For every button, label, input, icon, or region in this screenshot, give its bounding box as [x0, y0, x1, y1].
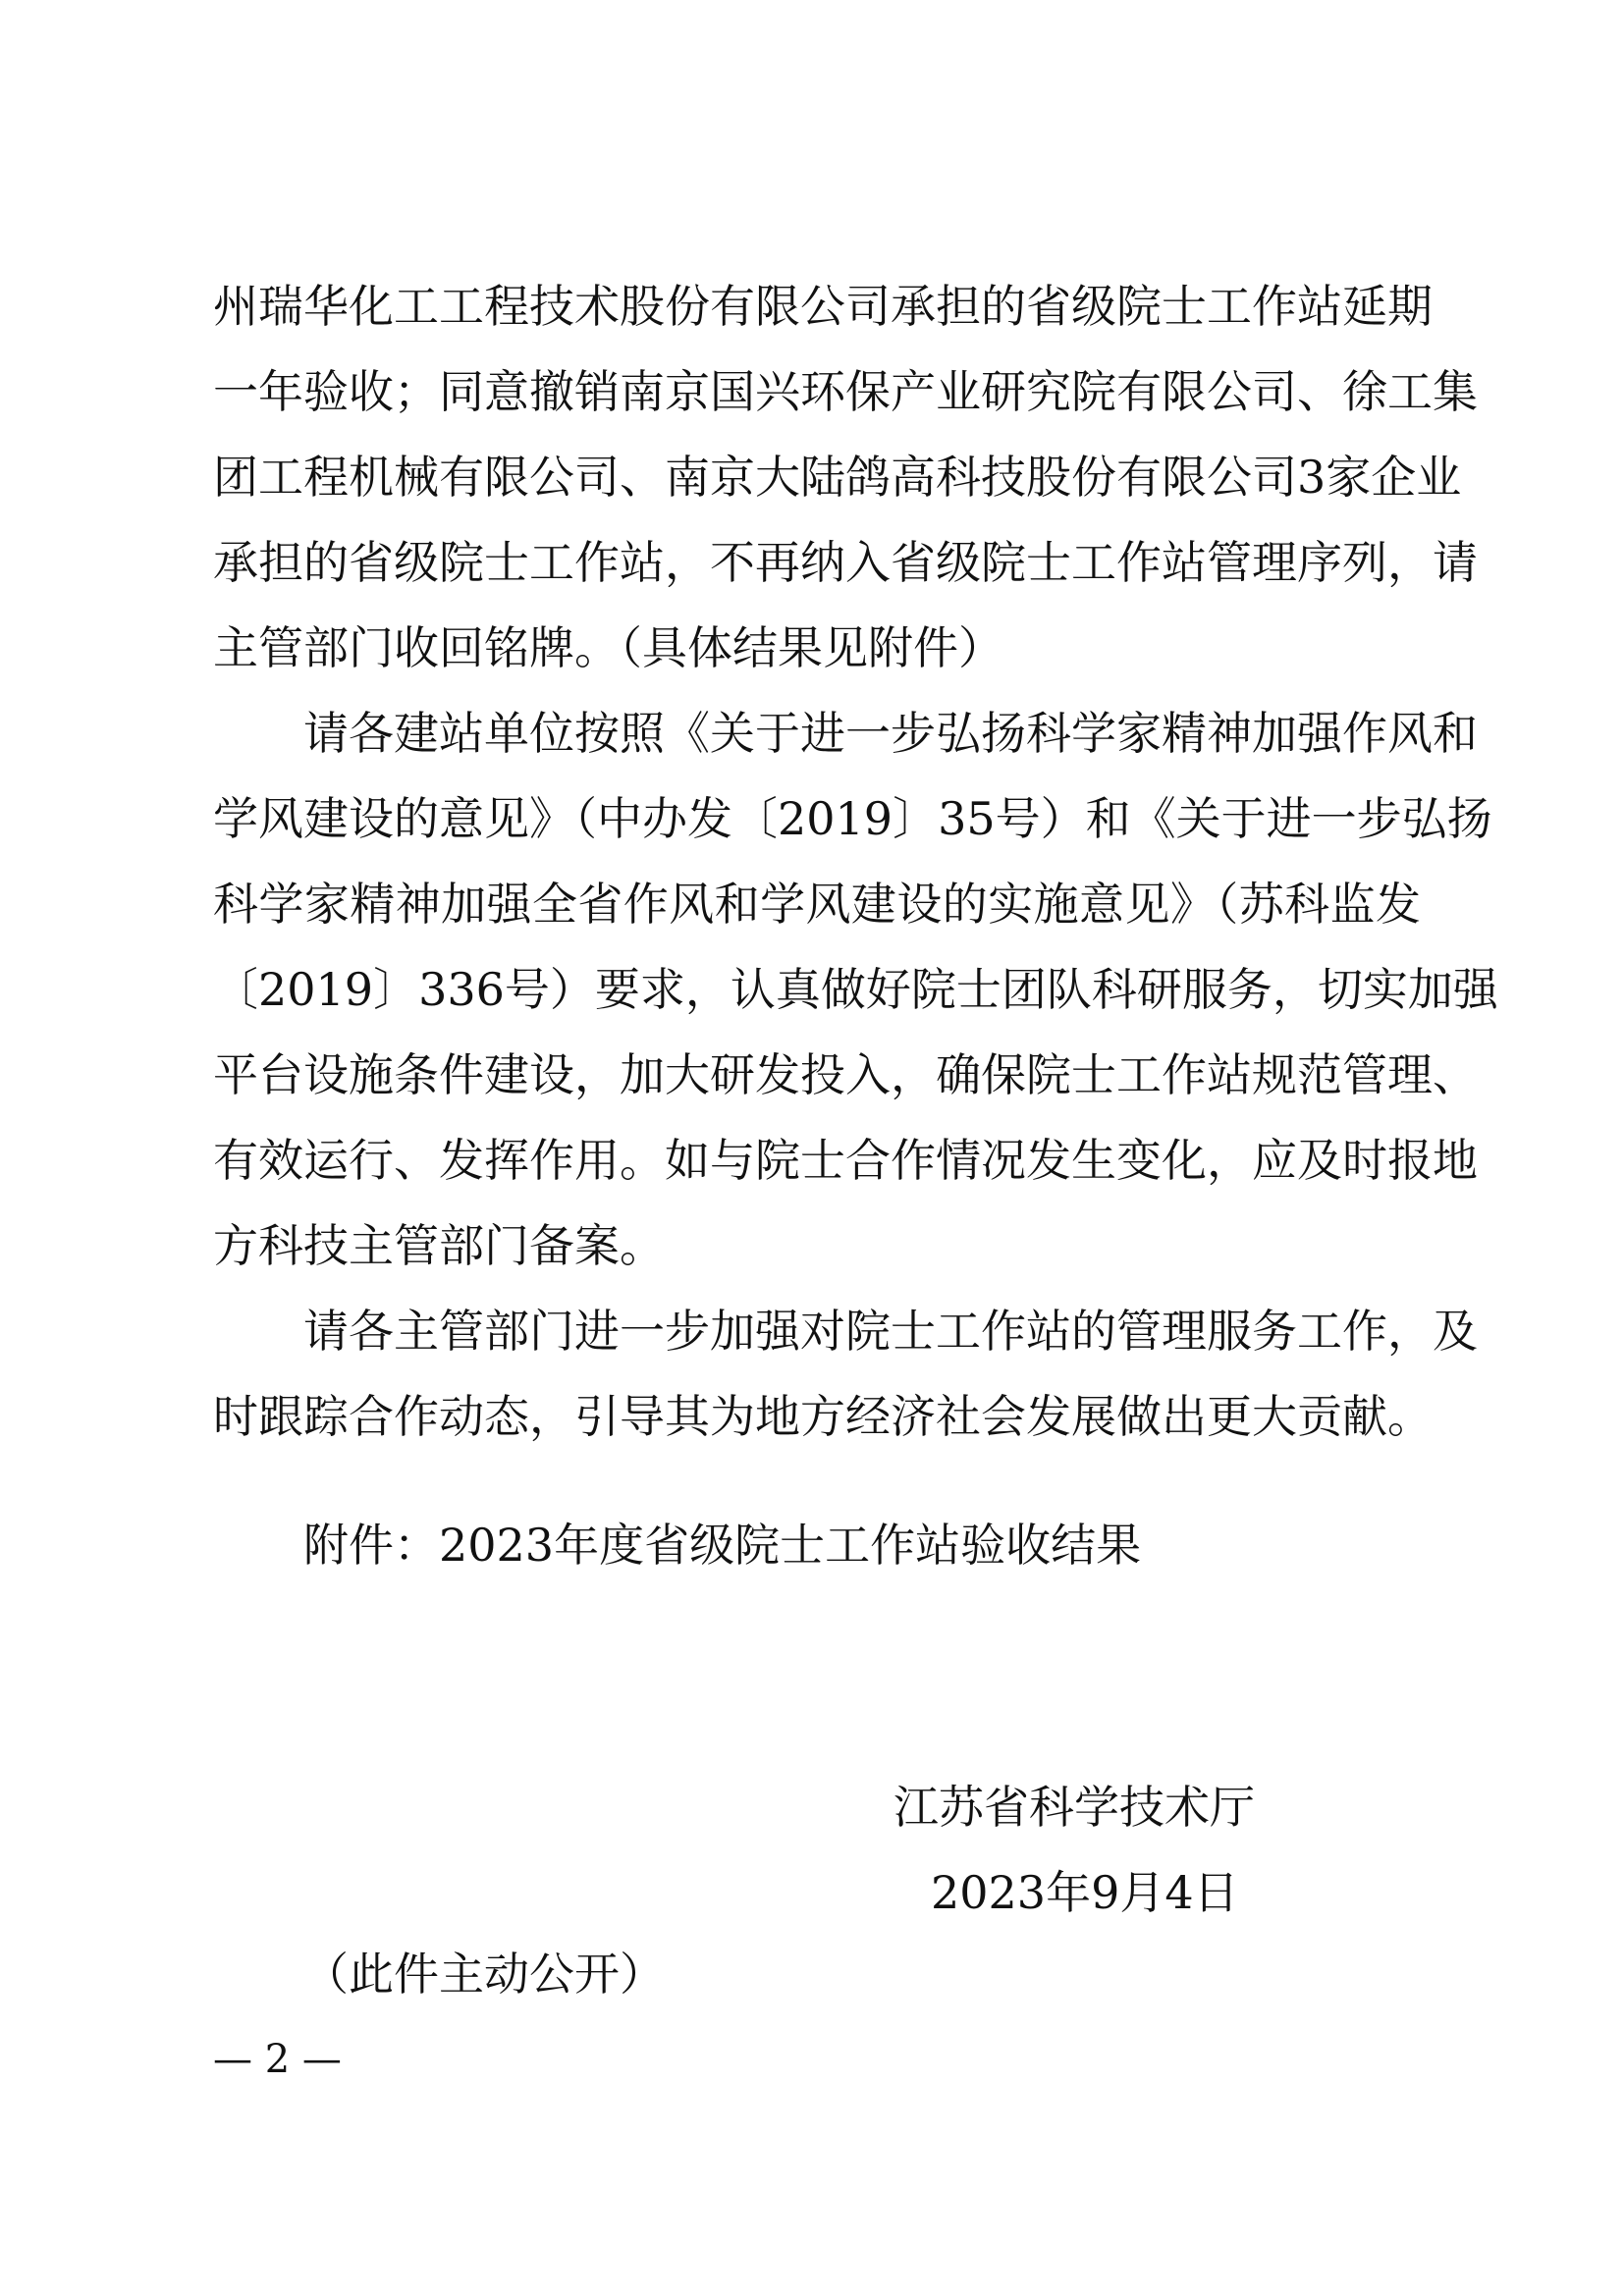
- body-line: 州瑞华化工工程技术股份有限公司承担的省级院士工作站延期: [213, 280, 1433, 333]
- body-line: 团工程机械有限公司、南京大陆鸽高科技股份有限公司3家企业: [213, 451, 1462, 504]
- body-line: 请各主管部门进一步加强对院士工作站的管理服务工作，及: [303, 1305, 1478, 1358]
- body-line: 承担的省级院士工作站，不再纳入省级院士工作站管理序列，请: [213, 536, 1478, 589]
- body-line: 有效运行、发挥作用。如与院士合作情况发生变化，应及时报地: [213, 1134, 1478, 1187]
- body-line: 时跟踪合作动态，引导其为地方经济社会发展做出更大贡献。: [213, 1390, 1433, 1443]
- body-line: 一年验收；同意撤销南京国兴环保产业研究院有限公司、徐工集: [213, 365, 1478, 418]
- page-number: — 2 —: [213, 2037, 342, 2082]
- attachment-note: 附件：2023年度省级院士工作站验收结果: [303, 1519, 1142, 1572]
- body-line: 学风建设的意见》（中办发〔2019〕35号）和《关于进一步弘扬: [213, 792, 1492, 845]
- issuer-name: 江苏省科学技术厅: [893, 1781, 1255, 1834]
- body-line: 平台设施条件建设，加大研发投入，确保院士工作站规范管理、: [213, 1048, 1478, 1101]
- body-line: 请各建站单位按照《关于进一步弘扬科学家精神加强作风和: [303, 707, 1478, 760]
- disclosure-note: （此件主动公开）: [303, 1948, 665, 2001]
- issue-date: 2023年9月4日: [931, 1866, 1239, 1919]
- body-line: 科学家精神加强全省作风和学风建设的实施意见》（苏科监发: [213, 878, 1421, 931]
- body-line: 主管部门收回铭牌。（具体结果见附件）: [213, 621, 1003, 674]
- body-line: 方科技主管部门备案。: [213, 1219, 665, 1272]
- body-line: 〔2019〕336号）要求，认真做好院士团队科研服务，切实加强: [213, 963, 1498, 1016]
